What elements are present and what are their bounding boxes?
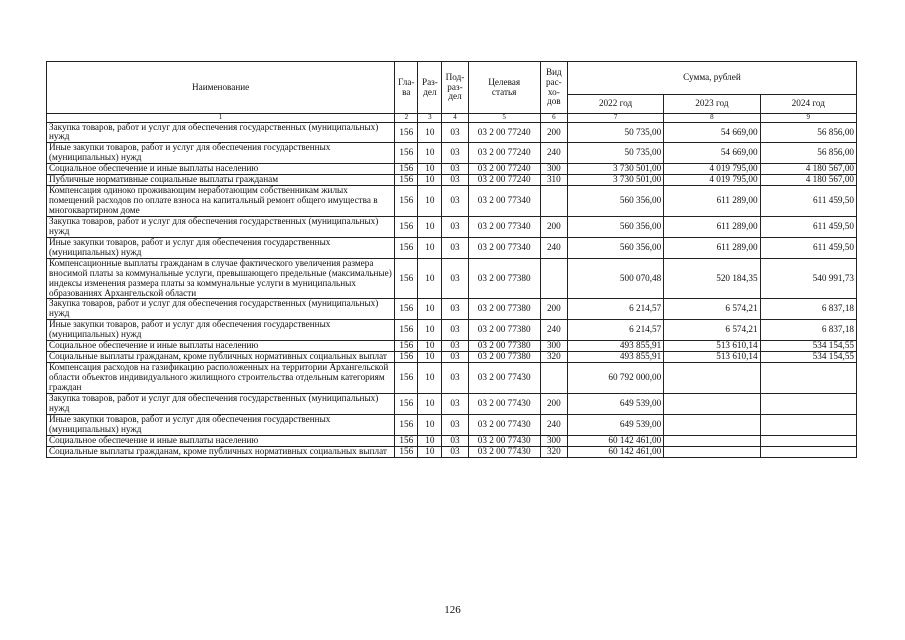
- row-amount-2024: 6 837,18: [760, 320, 856, 341]
- row-amount-2024: [760, 435, 856, 446]
- row-section: 10: [418, 363, 442, 394]
- header-section: Раз- дел: [418, 62, 442, 114]
- row-subsection: 03: [442, 216, 468, 237]
- row-amount-2023: 611 289,00: [664, 186, 760, 217]
- row-amount-2024: 611 459,50: [760, 216, 856, 237]
- row-amount-2022: 3 730 501,00: [567, 175, 663, 186]
- row-amount-2024: 534 154,55: [760, 352, 856, 363]
- header-subsection: Под- раз- дел: [442, 62, 468, 114]
- row-amount-2024: 6 837,18: [760, 299, 856, 320]
- row-amount-2023: 611 289,00: [664, 216, 760, 237]
- row-target: 03 2 00 77380: [468, 320, 540, 341]
- row-subsection: 03: [442, 175, 468, 186]
- row-section: 10: [418, 435, 442, 446]
- row-expense-type: 300: [540, 164, 567, 175]
- row-subsection: 03: [442, 435, 468, 446]
- row-chapter: 156: [395, 143, 418, 164]
- row-section: 10: [418, 414, 442, 435]
- table-row: [47, 352, 857, 363]
- row-target: 03 2 00 77380: [468, 299, 540, 320]
- row-amount-2022: 6 214,57: [567, 299, 663, 320]
- row-expense-type: 300: [540, 435, 567, 446]
- row-amount-2024: [760, 363, 856, 394]
- row-amount-2022: 649 539,00: [567, 414, 663, 435]
- row-amount-2024: [760, 393, 856, 414]
- row-amount-2022: 560 356,00: [567, 186, 663, 217]
- row-section: 10: [418, 446, 442, 457]
- row-subsection: 03: [442, 143, 468, 164]
- row-amount-2022: 493 855,91: [567, 341, 663, 352]
- row-amount-2023: 54 669,00: [664, 122, 760, 143]
- row-chapter: 156: [395, 175, 418, 186]
- row-chapter: 156: [395, 352, 418, 363]
- row-amount-2023: [664, 363, 760, 394]
- header-target: Целевая статья: [468, 62, 540, 114]
- row-chapter: 156: [395, 393, 418, 414]
- row-amount-2023: 611 289,00: [664, 237, 760, 258]
- row-section: 10: [418, 143, 442, 164]
- row-subsection: 03: [442, 320, 468, 341]
- row-target: 03 2 00 77240: [468, 175, 540, 186]
- row-subsection: 03: [442, 446, 468, 457]
- row-expense-type: 240: [540, 143, 567, 164]
- row-section: 10: [418, 299, 442, 320]
- row-subsection: 03: [442, 363, 468, 394]
- column-number: 7: [567, 114, 663, 123]
- row-name: Иные закупки товаров, работ и услуг для обеспечения государственных (муниципальных) нужд: [47, 143, 395, 164]
- header-expense-type: Вид рас- хо- дов: [540, 62, 567, 114]
- row-amount-2023: 54 669,00: [664, 143, 760, 164]
- row-section: 10: [418, 393, 442, 414]
- row-target: 03 2 00 77340: [468, 237, 540, 258]
- row-expense-type: [540, 363, 567, 394]
- row-target: 03 2 00 77430: [468, 414, 540, 435]
- row-target: 03 2 00 77430: [468, 393, 540, 414]
- row-name: Закупка товаров, работ и услуг для обеспечения государственных (муниципальных) нужд: [47, 122, 395, 143]
- row-chapter: 156: [395, 435, 418, 446]
- header-row: [47, 62, 857, 95]
- row-amount-2024: 540 991,73: [760, 258, 856, 299]
- row-section: 10: [418, 341, 442, 352]
- row-expense-type: 200: [540, 122, 567, 143]
- table-row: [47, 435, 857, 446]
- row-amount-2023: 4 019 795,00: [664, 164, 760, 175]
- row-target: 03 2 00 77430: [468, 435, 540, 446]
- row-amount-2022: 560 356,00: [567, 216, 663, 237]
- table-row: [47, 299, 857, 320]
- row-target: 03 2 00 77240: [468, 122, 540, 143]
- row-amount-2023: 4 019 795,00: [664, 175, 760, 186]
- row-name: Социальное обеспечение и иные выплаты населению: [47, 435, 395, 446]
- row-section: 10: [418, 186, 442, 217]
- row-amount-2022: 560 356,00: [567, 237, 663, 258]
- row-amount-2024: 611 459,50: [760, 237, 856, 258]
- table-row: [47, 363, 857, 394]
- row-chapter: 156: [395, 320, 418, 341]
- row-chapter: 156: [395, 414, 418, 435]
- row-chapter: 156: [395, 446, 418, 457]
- row-amount-2024: 4 180 567,00: [760, 175, 856, 186]
- row-subsection: 03: [442, 258, 468, 299]
- table-row: [47, 237, 857, 258]
- row-name: Иные закупки товаров, работ и услуг для обеспечения государственных (муниципальных) нужд: [47, 237, 395, 258]
- row-amount-2023: [664, 393, 760, 414]
- header-year-2023: 2023 год: [664, 95, 760, 114]
- column-number: 9: [760, 114, 856, 123]
- row-target: 03 2 00 77340: [468, 186, 540, 217]
- row-section: 10: [418, 237, 442, 258]
- table-row: [47, 258, 857, 299]
- column-number: 4: [442, 114, 468, 123]
- row-target: 03 2 00 77380: [468, 352, 540, 363]
- row-chapter: 156: [395, 237, 418, 258]
- row-amount-2024: [760, 446, 856, 457]
- table-row: [47, 393, 857, 414]
- row-name: Иные закупки товаров, работ и услуг для обеспечения государственных (муниципальных) нужд: [47, 320, 395, 341]
- table-row: [47, 414, 857, 435]
- row-target: 03 2 00 77240: [468, 164, 540, 175]
- row-amount-2024: 534 154,55: [760, 341, 856, 352]
- row-name: Закупка товаров, работ и услуг для обеспечения государственных (муниципальных) нужд: [47, 216, 395, 237]
- row-amount-2024: 56 856,00: [760, 122, 856, 143]
- row-chapter: 156: [395, 164, 418, 175]
- row-name: Социальное обеспечение и иные выплаты населению: [47, 341, 395, 352]
- header-year-2022: 2022 год: [567, 95, 663, 114]
- row-target: 03 2 00 77430: [468, 363, 540, 394]
- row-chapter: 156: [395, 216, 418, 237]
- row-section: 10: [418, 320, 442, 341]
- row-subsection: 03: [442, 393, 468, 414]
- table-row: [47, 175, 857, 186]
- row-amount-2022: 3 730 501,00: [567, 164, 663, 175]
- table-row: [47, 186, 857, 217]
- row-subsection: 03: [442, 341, 468, 352]
- row-name: Социальные выплаты гражданам, кроме публичных нормативных социальных выплат: [47, 446, 395, 457]
- row-name: Закупка товаров, работ и услуг для обеспечения государственных (муниципальных) нужд: [47, 393, 395, 414]
- row-amount-2023: 6 574,21: [664, 320, 760, 341]
- row-amount-2023: 520 184,35: [664, 258, 760, 299]
- row-subsection: 03: [442, 352, 468, 363]
- row-amount-2022: 50 735,00: [567, 122, 663, 143]
- row-amount-2023: [664, 435, 760, 446]
- row-expense-type: 200: [540, 216, 567, 237]
- row-expense-type: 310: [540, 175, 567, 186]
- row-name: Публичные нормативные социальные выплаты гражданам: [47, 175, 395, 186]
- row-amount-2022: 60 142 461,00: [567, 446, 663, 457]
- row-subsection: 03: [442, 414, 468, 435]
- row-name: Компенсация одиноко проживающим неработающим собственникам жилых помещений расходов по оплате взноса на капитальный ремонт общего имущества в многоквартирном доме: [47, 186, 395, 217]
- row-amount-2022: 500 070,48: [567, 258, 663, 299]
- table-row: [47, 341, 857, 352]
- budget-table: [46, 61, 857, 458]
- row-amount-2022: 6 214,57: [567, 320, 663, 341]
- row-amount-2024: [760, 414, 856, 435]
- row-expense-type: [540, 258, 567, 299]
- row-amount-2023: 513 610,14: [664, 341, 760, 352]
- row-target: 03 2 00 77430: [468, 446, 540, 457]
- table-row: [47, 143, 857, 164]
- row-expense-type: 300: [540, 341, 567, 352]
- row-amount-2022: 60 792 000,00: [567, 363, 663, 394]
- row-chapter: 156: [395, 122, 418, 143]
- table-row: [47, 164, 857, 175]
- row-section: 10: [418, 258, 442, 299]
- row-expense-type: [540, 186, 567, 217]
- column-number: 8: [664, 114, 760, 123]
- row-amount-2023: 513 610,14: [664, 352, 760, 363]
- row-subsection: 03: [442, 186, 468, 217]
- row-section: 10: [418, 352, 442, 363]
- row-amount-2022: 50 735,00: [567, 143, 663, 164]
- row-amount-2023: [664, 446, 760, 457]
- row-amount-2023: [664, 414, 760, 435]
- row-chapter: 156: [395, 341, 418, 352]
- header-sum: Сумма, рублей: [567, 62, 856, 95]
- column-number: 2: [395, 114, 418, 123]
- row-target: 03 2 00 77340: [468, 216, 540, 237]
- row-section: 10: [418, 216, 442, 237]
- row-name: Иные закупки товаров, работ и услуг для обеспечения государственных (муниципальных) нужд: [47, 414, 395, 435]
- column-numbers-row: [47, 114, 857, 123]
- row-amount-2022: 60 142 461,00: [567, 435, 663, 446]
- row-subsection: 03: [442, 164, 468, 175]
- row-chapter: 156: [395, 186, 418, 217]
- row-subsection: 03: [442, 237, 468, 258]
- column-number: 5: [468, 114, 540, 123]
- row-target: 03 2 00 77380: [468, 341, 540, 352]
- row-expense-type: 320: [540, 352, 567, 363]
- table-row: [47, 320, 857, 341]
- row-target: 03 2 00 77380: [468, 258, 540, 299]
- row-chapter: 156: [395, 363, 418, 394]
- row-subsection: 03: [442, 299, 468, 320]
- row-subsection: 03: [442, 122, 468, 143]
- row-name: Социальные выплаты гражданам, кроме публичных нормативных социальных выплат: [47, 352, 395, 363]
- row-name: Компенсация расходов на газификацию расположенных на территории Архангельской области объектов индивидуального жилищного строительства отдельным категориям граждан: [47, 363, 395, 394]
- row-section: 10: [418, 175, 442, 186]
- row-amount-2024: 611 459,50: [760, 186, 856, 217]
- row-expense-type: 200: [540, 299, 567, 320]
- row-name: Закупка товаров, работ и услуг для обеспечения государственных (муниципальных) нужд: [47, 299, 395, 320]
- header-year-2024: 2024 год: [760, 95, 856, 114]
- table-row: [47, 122, 857, 143]
- row-expense-type: 200: [540, 393, 567, 414]
- row-name: Компенсационные выплаты гражданам в случае фактического увеличения размера вносимой платы за коммунальные услуги, превышающего предельные (максимальные) индексы изменения размера платы за коммунальные услуги в муниципальных образованиях Архангельской области: [47, 258, 395, 299]
- row-amount-2023: 6 574,21: [664, 299, 760, 320]
- table-body: [47, 122, 857, 457]
- header-name: Наименование: [47, 62, 395, 114]
- row-chapter: 156: [395, 299, 418, 320]
- row-expense-type: 320: [540, 446, 567, 457]
- table-header: [47, 62, 857, 123]
- row-name: Социальное обеспечение и иные выплаты населению: [47, 164, 395, 175]
- header-chapter: Гла- ва: [395, 62, 418, 114]
- row-amount-2024: 4 180 567,00: [760, 164, 856, 175]
- table-row: [47, 446, 857, 457]
- row-amount-2022: 493 855,91: [567, 352, 663, 363]
- page-number: 126: [444, 604, 461, 616]
- row-expense-type: 240: [540, 414, 567, 435]
- row-amount-2024: 56 856,00: [760, 143, 856, 164]
- row-expense-type: 240: [540, 237, 567, 258]
- row-target: 03 2 00 77240: [468, 143, 540, 164]
- column-number: 1: [47, 114, 395, 123]
- table-row: [47, 216, 857, 237]
- row-amount-2022: 649 539,00: [567, 393, 663, 414]
- row-section: 10: [418, 122, 442, 143]
- row-expense-type: 240: [540, 320, 567, 341]
- column-number: 3: [418, 114, 442, 123]
- column-number: 6: [540, 114, 567, 123]
- row-section: 10: [418, 164, 442, 175]
- row-chapter: 156: [395, 258, 418, 299]
